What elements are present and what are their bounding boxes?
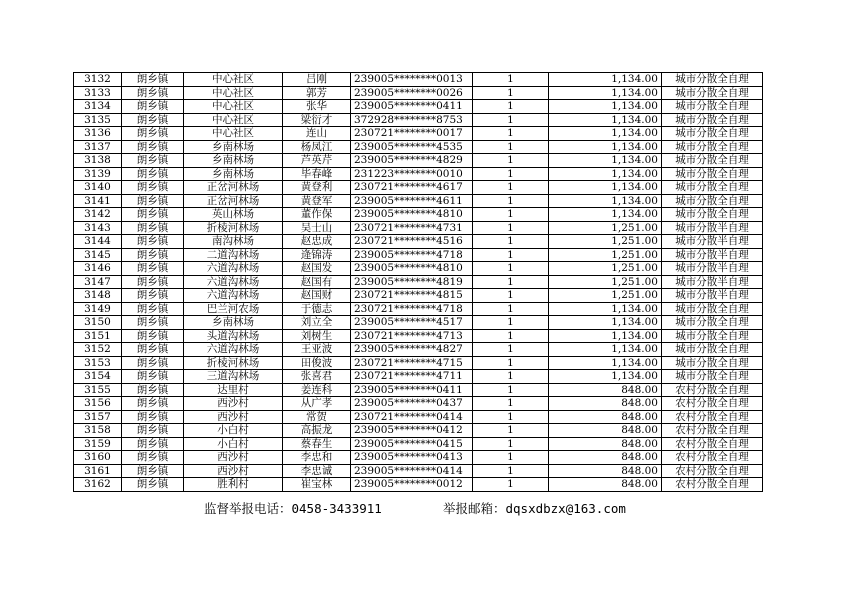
category-cell: 城市分散半自理 — [662, 275, 763, 289]
name-cell: 郭芳 — [283, 86, 351, 100]
amount-cell: 848.00 — [549, 451, 662, 465]
amount-cell: 1,134.00 — [549, 194, 662, 208]
unit-cell: 头道沟林场 — [184, 329, 283, 343]
table-row — [74, 302, 763, 316]
table-row — [74, 140, 763, 154]
seq-cell: 3143 — [74, 221, 122, 235]
category-cell: 城市分散全自理 — [662, 140, 763, 154]
unit-cell: 乡南林场 — [184, 154, 283, 168]
amount-cell: 1,251.00 — [549, 248, 662, 262]
category-cell: 农村分散全自理 — [662, 424, 763, 438]
unit-cell: 中心社区 — [184, 73, 283, 87]
amount-cell: 1,134.00 — [549, 356, 662, 370]
town-cell: 朗乡镇 — [122, 316, 184, 330]
count-cell: 1 — [473, 275, 549, 289]
name-cell: 赵忠成 — [283, 235, 351, 249]
table-row — [74, 248, 763, 262]
id-number-cell: 239005********0411 — [351, 383, 473, 397]
amount-cell: 1,134.00 — [549, 113, 662, 127]
seq-cell: 3138 — [74, 154, 122, 168]
unit-cell: 乡南林场 — [184, 140, 283, 154]
name-cell: 赵国有 — [283, 275, 351, 289]
town-cell: 朗乡镇 — [122, 194, 184, 208]
amount-cell: 848.00 — [549, 437, 662, 451]
seq-cell: 3152 — [74, 343, 122, 357]
name-cell: 黄登军 — [283, 194, 351, 208]
town-cell: 朗乡镇 — [122, 100, 184, 114]
name-cell: 崔宝林 — [283, 478, 351, 492]
table-row — [74, 410, 763, 424]
unit-cell: 三道沟林场 — [184, 370, 283, 384]
name-cell: 张华 — [283, 100, 351, 114]
id-number-cell: 239005********0012 — [351, 478, 473, 492]
seq-cell: 3133 — [74, 86, 122, 100]
count-cell: 1 — [473, 235, 549, 249]
category-cell: 城市分散全自理 — [662, 329, 763, 343]
amount-cell: 1,134.00 — [549, 181, 662, 195]
count-cell: 1 — [473, 397, 549, 411]
category-cell: 城市分散全自理 — [662, 100, 763, 114]
amount-cell: 1,134.00 — [549, 154, 662, 168]
seq-cell: 3150 — [74, 316, 122, 330]
seq-cell: 3154 — [74, 370, 122, 384]
id-number-cell: 239005********4819 — [351, 275, 473, 289]
town-cell: 朗乡镇 — [122, 235, 184, 249]
name-cell: 杨凤江 — [283, 140, 351, 154]
seq-cell: 3139 — [74, 167, 122, 181]
name-cell: 黄登利 — [283, 181, 351, 195]
name-cell: 刘树生 — [283, 329, 351, 343]
records-table — [73, 72, 763, 492]
table-body — [74, 73, 763, 492]
unit-cell: 胜利村 — [184, 478, 283, 492]
unit-cell: 六道沟林场 — [184, 262, 283, 276]
town-cell: 朗乡镇 — [122, 248, 184, 262]
town-cell: 朗乡镇 — [122, 113, 184, 127]
supervision-phone: 监督举报电话：0458-3433911 — [204, 501, 382, 516]
unit-cell: 折棱河林场 — [184, 356, 283, 370]
unit-cell: 巴兰河农场 — [184, 302, 283, 316]
amount-cell: 1,134.00 — [549, 343, 662, 357]
category-cell: 城市分散全自理 — [662, 86, 763, 100]
id-number-cell: 239005********4718 — [351, 248, 473, 262]
table-row — [74, 343, 763, 357]
name-cell: 李忠诚 — [283, 464, 351, 478]
name-cell: 田俊波 — [283, 356, 351, 370]
seq-cell: 3157 — [74, 410, 122, 424]
unit-cell: 正岔河林场 — [184, 194, 283, 208]
id-number-cell: 239005********0437 — [351, 397, 473, 411]
id-number-cell: 239005********0411 — [351, 100, 473, 114]
town-cell: 朗乡镇 — [122, 221, 184, 235]
seq-cell: 3132 — [74, 73, 122, 87]
id-number-cell: 239005********4810 — [351, 262, 473, 276]
unit-cell: 南沟林场 — [184, 235, 283, 249]
name-cell: 董作保 — [283, 208, 351, 222]
count-cell: 1 — [473, 302, 549, 316]
amount-cell: 1,134.00 — [549, 302, 662, 316]
id-number-cell: 372928********8753 — [351, 113, 473, 127]
seq-cell: 3146 — [74, 262, 122, 276]
id-number-cell: 230721********4731 — [351, 221, 473, 235]
seq-cell: 3161 — [74, 464, 122, 478]
town-cell: 朗乡镇 — [122, 289, 184, 303]
unit-cell: 小白村 — [184, 424, 283, 438]
category-cell: 城市分散全自理 — [662, 343, 763, 357]
table-row — [74, 424, 763, 438]
unit-cell: 中心社区 — [184, 127, 283, 141]
table-row — [74, 113, 763, 127]
town-cell: 朗乡镇 — [122, 451, 184, 465]
count-cell: 1 — [473, 113, 549, 127]
id-number-cell: 239005********0026 — [351, 86, 473, 100]
amount-cell: 1,134.00 — [549, 316, 662, 330]
count-cell: 1 — [473, 356, 549, 370]
count-cell: 1 — [473, 478, 549, 492]
category-cell: 城市分散半自理 — [662, 248, 763, 262]
category-cell: 城市分散全自理 — [662, 356, 763, 370]
name-cell: 于德志 — [283, 302, 351, 316]
town-cell: 朗乡镇 — [122, 464, 184, 478]
seq-cell: 3141 — [74, 194, 122, 208]
count-cell: 1 — [473, 73, 549, 87]
id-number-cell: 239005********0412 — [351, 424, 473, 438]
name-cell: 赵国发 — [283, 262, 351, 276]
amount-cell: 848.00 — [549, 383, 662, 397]
town-cell: 朗乡镇 — [122, 140, 184, 154]
unit-cell: 西沙村 — [184, 397, 283, 411]
name-cell: 李忠和 — [283, 451, 351, 465]
seq-cell: 3155 — [74, 383, 122, 397]
category-cell: 农村分散全自理 — [662, 410, 763, 424]
category-cell: 城市分散全自理 — [662, 127, 763, 141]
amount-cell: 848.00 — [549, 478, 662, 492]
seq-cell: 3148 — [74, 289, 122, 303]
amount-cell: 1,134.00 — [549, 127, 662, 141]
category-cell: 城市分散全自理 — [662, 167, 763, 181]
town-cell: 朗乡镇 — [122, 127, 184, 141]
unit-cell: 西沙村 — [184, 451, 283, 465]
name-cell: 蔡春生 — [283, 437, 351, 451]
name-cell: 从广孝 — [283, 397, 351, 411]
count-cell: 1 — [473, 154, 549, 168]
name-cell: 姜连科 — [283, 383, 351, 397]
seq-cell: 3149 — [74, 302, 122, 316]
town-cell: 朗乡镇 — [122, 275, 184, 289]
town-cell: 朗乡镇 — [122, 343, 184, 357]
town-cell: 朗乡镇 — [122, 262, 184, 276]
table-row — [74, 181, 763, 195]
amount-cell: 1,134.00 — [549, 140, 662, 154]
id-number-cell: 230721********0017 — [351, 127, 473, 141]
count-cell: 1 — [473, 343, 549, 357]
category-cell: 城市分散全自理 — [662, 181, 763, 195]
town-cell: 朗乡镇 — [122, 397, 184, 411]
town-cell: 朗乡镇 — [122, 329, 184, 343]
seq-cell: 3144 — [74, 235, 122, 249]
table-row — [74, 208, 763, 222]
id-number-cell: 230721********4713 — [351, 329, 473, 343]
unit-cell: 六道沟林场 — [184, 275, 283, 289]
table-row — [74, 437, 763, 451]
table-row — [74, 289, 763, 303]
count-cell: 1 — [473, 316, 549, 330]
category-cell: 城市分散全自理 — [662, 370, 763, 384]
category-cell: 城市分散半自理 — [662, 289, 763, 303]
town-cell: 朗乡镇 — [122, 383, 184, 397]
unit-cell: 乡南林场 — [184, 167, 283, 181]
seq-cell: 3134 — [74, 100, 122, 114]
seq-cell: 3153 — [74, 356, 122, 370]
id-number-cell: 239005********0013 — [351, 73, 473, 87]
table-row — [74, 127, 763, 141]
table-row — [74, 316, 763, 330]
count-cell: 1 — [473, 329, 549, 343]
amount-cell: 1,251.00 — [549, 275, 662, 289]
count-cell: 1 — [473, 464, 549, 478]
table-row — [74, 356, 763, 370]
amount-cell: 848.00 — [549, 464, 662, 478]
unit-cell: 小白村 — [184, 437, 283, 451]
amount-cell: 1,251.00 — [549, 289, 662, 303]
category-cell: 城市分散全自理 — [662, 194, 763, 208]
unit-cell: 西沙村 — [184, 410, 283, 424]
name-cell: 芦英芹 — [283, 154, 351, 168]
seq-cell: 3142 — [74, 208, 122, 222]
category-cell: 农村分散全自理 — [662, 383, 763, 397]
table-row — [74, 275, 763, 289]
id-number-cell: 239005********4611 — [351, 194, 473, 208]
name-cell: 连山 — [283, 127, 351, 141]
seq-cell: 3137 — [74, 140, 122, 154]
amount-cell: 1,251.00 — [549, 235, 662, 249]
name-cell: 高振龙 — [283, 424, 351, 438]
category-cell: 城市分散全自理 — [662, 113, 763, 127]
count-cell: 1 — [473, 221, 549, 235]
table-row — [74, 86, 763, 100]
amount-cell: 848.00 — [549, 397, 662, 411]
id-number-cell: 230721********4715 — [351, 356, 473, 370]
unit-cell: 西沙村 — [184, 464, 283, 478]
count-cell: 1 — [473, 383, 549, 397]
category-cell: 农村分散全自理 — [662, 478, 763, 492]
town-cell: 朗乡镇 — [122, 86, 184, 100]
amount-cell: 848.00 — [549, 410, 662, 424]
town-cell: 朗乡镇 — [122, 302, 184, 316]
category-cell: 城市分散半自理 — [662, 221, 763, 235]
town-cell: 朗乡镇 — [122, 356, 184, 370]
name-cell: 张喜君 — [283, 370, 351, 384]
unit-cell: 六道沟林场 — [184, 343, 283, 357]
amount-cell: 1,251.00 — [549, 262, 662, 276]
category-cell: 城市分散半自理 — [662, 262, 763, 276]
town-cell: 朗乡镇 — [122, 437, 184, 451]
seq-cell: 3140 — [74, 181, 122, 195]
count-cell: 1 — [473, 289, 549, 303]
seq-cell: 3158 — [74, 424, 122, 438]
id-number-cell: 239005********4810 — [351, 208, 473, 222]
name-cell: 吕刚 — [283, 73, 351, 87]
count-cell: 1 — [473, 167, 549, 181]
count-cell: 1 — [473, 194, 549, 208]
category-cell: 农村分散全自理 — [662, 464, 763, 478]
table-row — [74, 194, 763, 208]
unit-cell: 折棱河林场 — [184, 221, 283, 235]
category-cell: 城市分散全自理 — [662, 302, 763, 316]
seq-cell: 3135 — [74, 113, 122, 127]
table-row — [74, 100, 763, 114]
id-number-cell: 231223********0010 — [351, 167, 473, 181]
table-row — [74, 451, 763, 465]
category-cell: 城市分散全自理 — [662, 316, 763, 330]
unit-cell: 中心社区 — [184, 113, 283, 127]
name-cell: 逄锦涛 — [283, 248, 351, 262]
table-row — [74, 221, 763, 235]
count-cell: 1 — [473, 424, 549, 438]
unit-cell: 达里村 — [184, 383, 283, 397]
count-cell: 1 — [473, 100, 549, 114]
name-cell: 王亚波 — [283, 343, 351, 357]
town-cell: 朗乡镇 — [122, 167, 184, 181]
town-cell: 朗乡镇 — [122, 208, 184, 222]
id-number-cell: 239005********4827 — [351, 343, 473, 357]
seq-cell: 3145 — [74, 248, 122, 262]
id-number-cell: 230721********4516 — [351, 235, 473, 249]
name-cell: 吴士山 — [283, 221, 351, 235]
table-row — [74, 262, 763, 276]
amount-cell: 1,134.00 — [549, 86, 662, 100]
amount-cell: 1,251.00 — [549, 221, 662, 235]
seq-cell: 3136 — [74, 127, 122, 141]
unit-cell: 中心社区 — [184, 100, 283, 114]
table-row — [74, 167, 763, 181]
seq-cell: 3159 — [74, 437, 122, 451]
id-number-cell: 239005********0414 — [351, 464, 473, 478]
count-cell: 1 — [473, 451, 549, 465]
count-cell: 1 — [473, 262, 549, 276]
table-row — [74, 383, 763, 397]
name-cell: 梁衍才 — [283, 113, 351, 127]
id-number-cell: 239005********4517 — [351, 316, 473, 330]
table-row — [74, 329, 763, 343]
seq-cell: 3160 — [74, 451, 122, 465]
town-cell: 朗乡镇 — [122, 370, 184, 384]
table-row — [74, 478, 763, 492]
report-email: 举报邮箱：dqsxdbzx@163.com — [443, 501, 626, 516]
amount-cell: 1,134.00 — [549, 167, 662, 181]
count-cell: 1 — [473, 410, 549, 424]
unit-cell: 正岔河林场 — [184, 181, 283, 195]
category-cell: 农村分散全自理 — [662, 437, 763, 451]
name-cell: 毕春峰 — [283, 167, 351, 181]
id-number-cell: 230721********4718 — [351, 302, 473, 316]
id-number-cell: 230721********4711 — [351, 370, 473, 384]
name-cell: 赵国财 — [283, 289, 351, 303]
town-cell: 朗乡镇 — [122, 410, 184, 424]
amount-cell: 1,134.00 — [549, 73, 662, 87]
seq-cell: 3147 — [74, 275, 122, 289]
amount-cell: 1,134.00 — [549, 100, 662, 114]
count-cell: 1 — [473, 140, 549, 154]
count-cell: 1 — [473, 86, 549, 100]
seq-cell: 3156 — [74, 397, 122, 411]
unit-cell: 乡南林场 — [184, 316, 283, 330]
id-number-cell: 230721********0414 — [351, 410, 473, 424]
amount-cell: 1,134.00 — [549, 370, 662, 384]
category-cell: 城市分散全自理 — [662, 208, 763, 222]
town-cell: 朗乡镇 — [122, 154, 184, 168]
count-cell: 1 — [473, 208, 549, 222]
id-number-cell: 230721********4815 — [351, 289, 473, 303]
count-cell: 1 — [473, 370, 549, 384]
seq-cell: 3162 — [74, 478, 122, 492]
category-cell: 城市分散半自理 — [662, 235, 763, 249]
unit-cell: 英山林场 — [184, 208, 283, 222]
category-cell: 农村分散全自理 — [662, 397, 763, 411]
table-row — [74, 397, 763, 411]
category-cell: 农村分散全自理 — [662, 451, 763, 465]
id-number-cell: 239005********4829 — [351, 154, 473, 168]
id-number-cell: 230721********4617 — [351, 181, 473, 195]
table-row — [74, 73, 763, 87]
town-cell: 朗乡镇 — [122, 181, 184, 195]
unit-cell: 六道沟林场 — [184, 289, 283, 303]
table-row — [74, 370, 763, 384]
amount-cell: 1,134.00 — [549, 329, 662, 343]
count-cell: 1 — [473, 127, 549, 141]
id-number-cell: 239005********0415 — [351, 437, 473, 451]
name-cell: 刘立全 — [283, 316, 351, 330]
town-cell: 朗乡镇 — [122, 478, 184, 492]
unit-cell: 中心社区 — [184, 86, 283, 100]
table-row — [74, 235, 763, 249]
table-row — [74, 464, 763, 478]
category-cell: 城市分散全自理 — [662, 73, 763, 87]
table-row — [74, 154, 763, 168]
town-cell: 朗乡镇 — [122, 73, 184, 87]
seq-cell: 3151 — [74, 329, 122, 343]
count-cell: 1 — [473, 181, 549, 195]
amount-cell: 1,134.00 — [549, 208, 662, 222]
count-cell: 1 — [473, 437, 549, 451]
amount-cell: 848.00 — [549, 424, 662, 438]
town-cell: 朗乡镇 — [122, 424, 184, 438]
unit-cell: 二道沟林场 — [184, 248, 283, 262]
count-cell: 1 — [473, 248, 549, 262]
name-cell: 常贺 — [283, 410, 351, 424]
id-number-cell: 239005********0413 — [351, 451, 473, 465]
category-cell: 城市分散全自理 — [662, 154, 763, 168]
id-number-cell: 239005********4535 — [351, 140, 473, 154]
